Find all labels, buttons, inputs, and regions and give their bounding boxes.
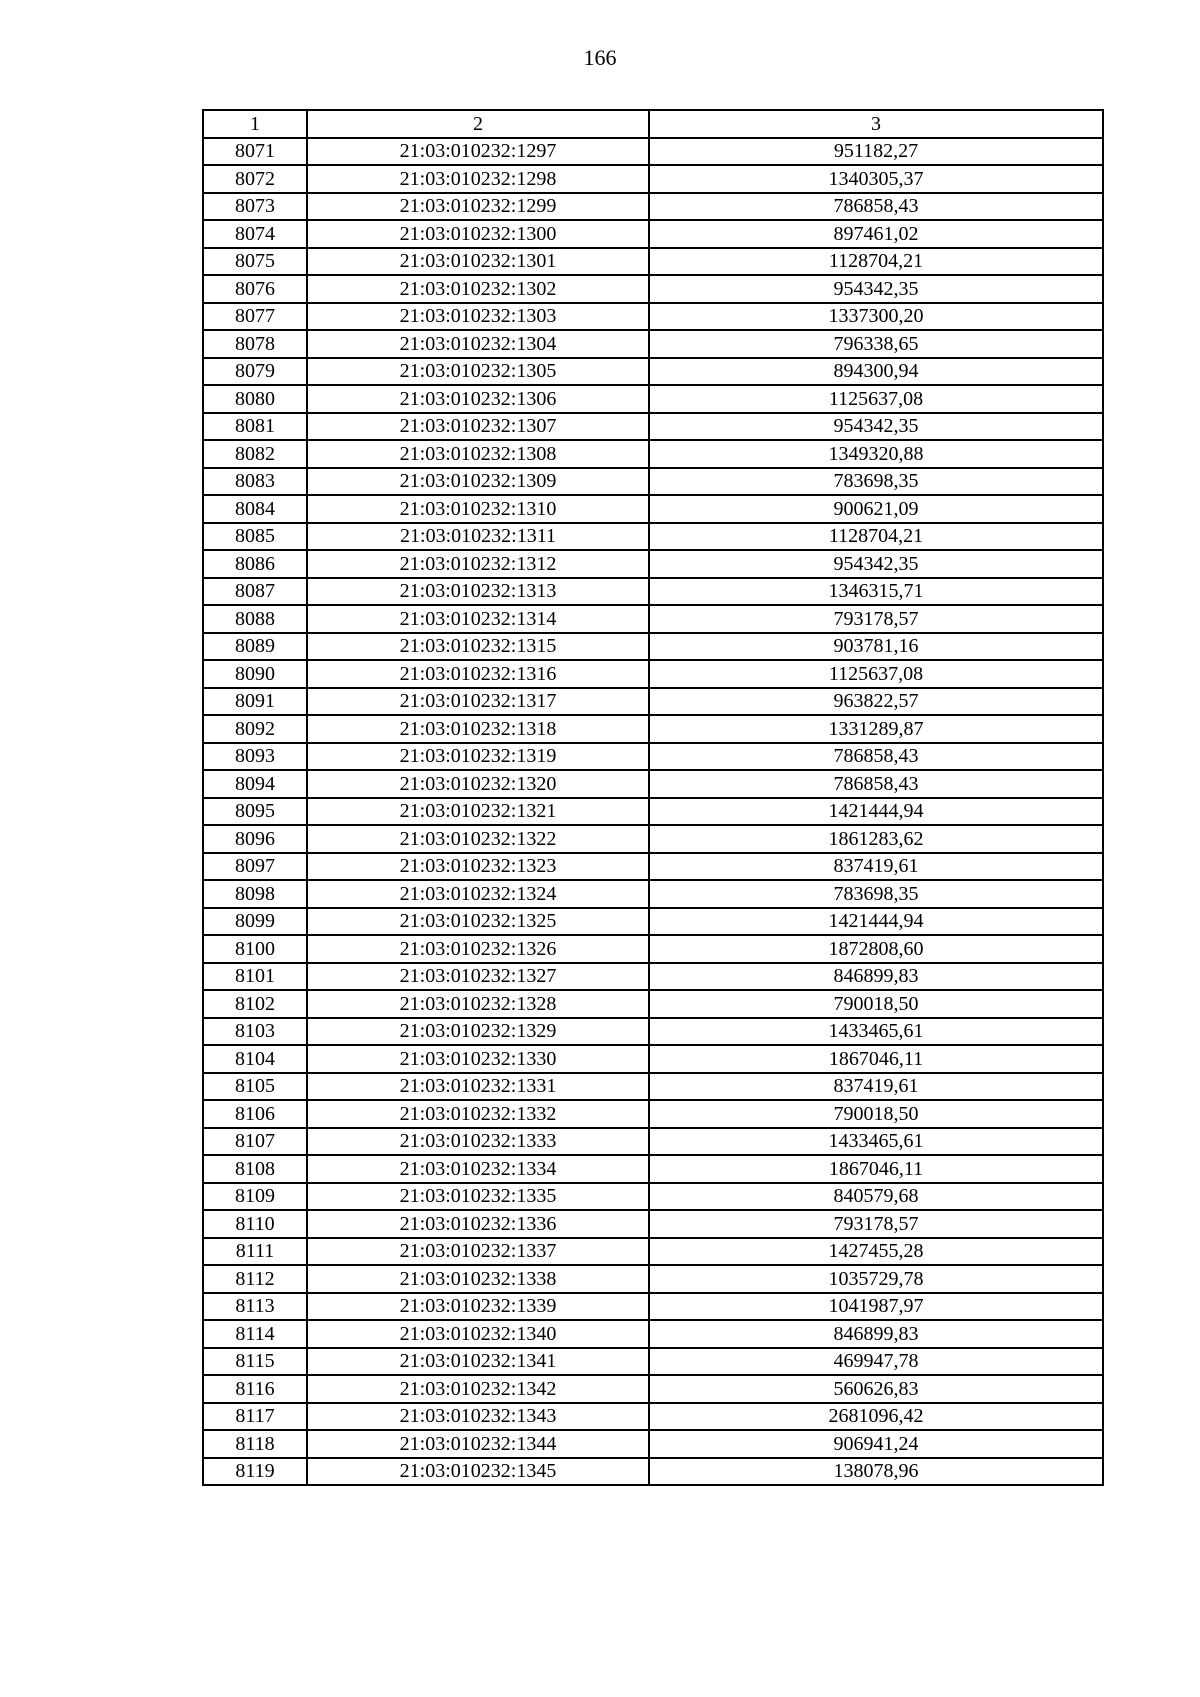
table-row (203, 770, 1103, 798)
row-number-cell: 8103 (203, 1018, 307, 1046)
row-number-cell: 8083 (203, 468, 307, 496)
cadastral-number-cell: 21:03:010232:1328 (307, 990, 649, 1018)
table-row (203, 1430, 1103, 1458)
value-cell: 786858,43 (649, 770, 1103, 798)
cadastral-number-cell: 21:03:010232:1309 (307, 468, 649, 496)
row-number-cell: 8079 (203, 358, 307, 386)
row-number-cell: 8078 (203, 330, 307, 358)
row-number-cell: 8108 (203, 1155, 307, 1183)
row-number-cell: 8119 (203, 1458, 307, 1486)
cadastral-number-cell: 21:03:010232:1318 (307, 715, 649, 743)
value-cell: 1337300,20 (649, 303, 1103, 331)
cadastral-number-cell: 21:03:010232:1337 (307, 1238, 649, 1266)
cadastral-number-cell: 21:03:010232:1314 (307, 605, 649, 633)
row-number-cell: 8117 (203, 1403, 307, 1431)
cadastral-number-cell: 21:03:010232:1341 (307, 1348, 649, 1376)
cadastral-number-cell: 21:03:010232:1299 (307, 193, 649, 221)
row-number-cell: 8082 (203, 440, 307, 468)
cadastral-number-cell: 21:03:010232:1307 (307, 413, 649, 441)
value-cell: 1421444,94 (649, 908, 1103, 936)
row-number-cell: 8115 (203, 1348, 307, 1376)
table-row (203, 193, 1103, 221)
table-row (203, 1293, 1103, 1321)
row-number-cell: 8095 (203, 798, 307, 826)
cadastral-number-cell: 21:03:010232:1316 (307, 660, 649, 688)
value-cell: 138078,96 (649, 1458, 1103, 1486)
table-row (203, 880, 1103, 908)
row-number-cell: 8077 (203, 303, 307, 331)
value-cell: 963822,57 (649, 688, 1103, 716)
cadastral-number-cell: 21:03:010232:1308 (307, 440, 649, 468)
cadastral-number-cell: 21:03:010232:1325 (307, 908, 649, 936)
row-number-cell: 8112 (203, 1265, 307, 1293)
table-row (203, 495, 1103, 523)
cadastral-number-cell: 21:03:010232:1306 (307, 385, 649, 413)
table-row (203, 1403, 1103, 1431)
row-number-cell: 8098 (203, 880, 307, 908)
table-header (203, 110, 1103, 138)
value-cell: 796338,65 (649, 330, 1103, 358)
value-cell: 954342,35 (649, 275, 1103, 303)
header-row (203, 110, 1103, 138)
cadastral-number-cell: 21:03:010232:1331 (307, 1073, 649, 1101)
value-cell: 906941,24 (649, 1430, 1103, 1458)
row-number-cell: 8093 (203, 743, 307, 771)
value-cell: 1427455,28 (649, 1238, 1103, 1266)
cadastral-number-cell: 21:03:010232:1332 (307, 1100, 649, 1128)
row-number-cell: 8097 (203, 853, 307, 881)
cadastral-number-cell: 21:03:010232:1303 (307, 303, 649, 331)
value-cell: 2681096,42 (649, 1403, 1103, 1431)
registry-table (202, 109, 1104, 1486)
cadastral-number-cell: 21:03:010232:1321 (307, 798, 649, 826)
value-cell: 1349320,88 (649, 440, 1103, 468)
value-cell: 840579,68 (649, 1183, 1103, 1211)
row-number-cell: 8076 (203, 275, 307, 303)
value-cell: 1433465,61 (649, 1128, 1103, 1156)
value-cell: 1872808,60 (649, 935, 1103, 963)
table-row (203, 1375, 1103, 1403)
value-cell: 793178,57 (649, 605, 1103, 633)
cadastral-number-cell: 21:03:010232:1329 (307, 1018, 649, 1046)
cadastral-number-cell: 21:03:010232:1326 (307, 935, 649, 963)
cadastral-number-cell: 21:03:010232:1324 (307, 880, 649, 908)
cadastral-number-cell: 21:03:010232:1330 (307, 1045, 649, 1073)
table-row (203, 1458, 1103, 1486)
row-number-cell: 8086 (203, 550, 307, 578)
cadastral-number-cell: 21:03:010232:1323 (307, 853, 649, 881)
row-number-cell: 8088 (203, 605, 307, 633)
value-cell: 783698,35 (649, 468, 1103, 496)
row-number-cell: 8071 (203, 138, 307, 166)
row-number-cell: 8089 (203, 633, 307, 661)
row-number-cell: 8104 (203, 1045, 307, 1073)
row-number-cell: 8102 (203, 990, 307, 1018)
value-cell: 1421444,94 (649, 798, 1103, 826)
table-row (203, 605, 1103, 633)
table-row (203, 1183, 1103, 1211)
table-row (203, 440, 1103, 468)
table-row (203, 578, 1103, 606)
cadastral-number-cell: 21:03:010232:1343 (307, 1403, 649, 1431)
cadastral-number-cell: 21:03:010232:1315 (307, 633, 649, 661)
value-cell: 954342,35 (649, 550, 1103, 578)
value-cell: 897461,02 (649, 220, 1103, 248)
table-row (203, 413, 1103, 441)
column-header-3: 3 (649, 110, 1103, 138)
row-number-cell: 8092 (203, 715, 307, 743)
value-cell: 837419,61 (649, 1073, 1103, 1101)
table-row (203, 248, 1103, 276)
table-row (203, 1018, 1103, 1046)
row-number-cell: 8106 (203, 1100, 307, 1128)
cadastral-number-cell: 21:03:010232:1304 (307, 330, 649, 358)
row-number-cell: 8074 (203, 220, 307, 248)
row-number-cell: 8116 (203, 1375, 307, 1403)
column-header-1: 1 (203, 110, 307, 138)
row-number-cell: 8094 (203, 770, 307, 798)
row-number-cell: 8114 (203, 1320, 307, 1348)
table-row (203, 853, 1103, 881)
cadastral-number-cell: 21:03:010232:1301 (307, 248, 649, 276)
table-row (203, 908, 1103, 936)
cadastral-number-cell: 21:03:010232:1334 (307, 1155, 649, 1183)
row-number-cell: 8118 (203, 1430, 307, 1458)
value-cell: 900621,09 (649, 495, 1103, 523)
cadastral-number-cell: 21:03:010232:1300 (307, 220, 649, 248)
table-row (203, 1128, 1103, 1156)
row-number-cell: 8087 (203, 578, 307, 606)
table-row (203, 165, 1103, 193)
table-row (203, 660, 1103, 688)
table-row (203, 1155, 1103, 1183)
value-cell: 790018,50 (649, 990, 1103, 1018)
table-row (203, 358, 1103, 386)
value-cell: 469947,78 (649, 1348, 1103, 1376)
table-row (203, 220, 1103, 248)
table-row (203, 275, 1103, 303)
cadastral-number-cell: 21:03:010232:1340 (307, 1320, 649, 1348)
value-cell: 903781,16 (649, 633, 1103, 661)
value-cell: 1340305,37 (649, 165, 1103, 193)
table-row (203, 743, 1103, 771)
table-row (203, 825, 1103, 853)
row-number-cell: 8072 (203, 165, 307, 193)
cadastral-number-cell: 21:03:010232:1302 (307, 275, 649, 303)
table-row (203, 550, 1103, 578)
row-number-cell: 8073 (203, 193, 307, 221)
row-number-cell: 8081 (203, 413, 307, 441)
value-cell: 1128704,21 (649, 523, 1103, 551)
row-number-cell: 8080 (203, 385, 307, 413)
row-number-cell: 8090 (203, 660, 307, 688)
cadastral-number-cell: 21:03:010232:1311 (307, 523, 649, 551)
table-body (203, 138, 1103, 1486)
row-number-cell: 8084 (203, 495, 307, 523)
value-cell: 1035729,78 (649, 1265, 1103, 1293)
row-number-cell: 8101 (203, 963, 307, 991)
table-row (203, 935, 1103, 963)
cadastral-number-cell: 21:03:010232:1322 (307, 825, 649, 853)
column-header-2: 2 (307, 110, 649, 138)
value-cell: 1128704,21 (649, 248, 1103, 276)
row-number-cell: 8107 (203, 1128, 307, 1156)
row-number-cell: 8109 (203, 1183, 307, 1211)
value-cell: 894300,94 (649, 358, 1103, 386)
row-number-cell: 8091 (203, 688, 307, 716)
table-row (203, 688, 1103, 716)
table-row (203, 798, 1103, 826)
cadastral-number-cell: 21:03:010232:1297 (307, 138, 649, 166)
value-cell: 954342,35 (649, 413, 1103, 441)
cadastral-number-cell: 21:03:010232:1339 (307, 1293, 649, 1321)
table-row (203, 1348, 1103, 1376)
table-row (203, 468, 1103, 496)
cadastral-number-cell: 21:03:010232:1335 (307, 1183, 649, 1211)
value-cell: 1867046,11 (649, 1155, 1103, 1183)
value-cell: 786858,43 (649, 193, 1103, 221)
row-number-cell: 8110 (203, 1210, 307, 1238)
cadastral-number-cell: 21:03:010232:1310 (307, 495, 649, 523)
value-cell: 790018,50 (649, 1100, 1103, 1128)
value-cell: 786858,43 (649, 743, 1103, 771)
table-row (203, 1238, 1103, 1266)
cadastral-number-cell: 21:03:010232:1319 (307, 743, 649, 771)
value-cell: 1331289,87 (649, 715, 1103, 743)
value-cell: 837419,61 (649, 853, 1103, 881)
cadastral-number-cell: 21:03:010232:1320 (307, 770, 649, 798)
table-row (203, 330, 1103, 358)
row-number-cell: 8096 (203, 825, 307, 853)
value-cell: 560626,83 (649, 1375, 1103, 1403)
table-row (203, 1320, 1103, 1348)
cadastral-number-cell: 21:03:010232:1333 (307, 1128, 649, 1156)
table-row (203, 138, 1103, 166)
table-row (203, 715, 1103, 743)
row-number-cell: 8100 (203, 935, 307, 963)
table-row (203, 1045, 1103, 1073)
table-row (203, 990, 1103, 1018)
table-row (203, 1073, 1103, 1101)
value-cell: 783698,35 (649, 880, 1103, 908)
value-cell: 1125637,08 (649, 660, 1103, 688)
cadastral-number-cell: 21:03:010232:1336 (307, 1210, 649, 1238)
value-cell: 1346315,71 (649, 578, 1103, 606)
value-cell: 846899,83 (649, 963, 1103, 991)
table-row (203, 385, 1103, 413)
value-cell: 951182,27 (649, 138, 1103, 166)
value-cell: 1867046,11 (649, 1045, 1103, 1073)
row-number-cell: 8113 (203, 1293, 307, 1321)
cadastral-number-cell: 21:03:010232:1313 (307, 578, 649, 606)
cadastral-number-cell: 21:03:010232:1317 (307, 688, 649, 716)
cadastral-number-cell: 21:03:010232:1312 (307, 550, 649, 578)
row-number-cell: 8111 (203, 1238, 307, 1266)
table-row (203, 1265, 1103, 1293)
value-cell: 1125637,08 (649, 385, 1103, 413)
cadastral-number-cell: 21:03:010232:1338 (307, 1265, 649, 1293)
table-row (203, 1210, 1103, 1238)
value-cell: 1861283,62 (649, 825, 1103, 853)
value-cell: 1041987,97 (649, 1293, 1103, 1321)
value-cell: 846899,83 (649, 1320, 1103, 1348)
row-number-cell: 8099 (203, 908, 307, 936)
cadastral-number-cell: 21:03:010232:1327 (307, 963, 649, 991)
table-row (203, 303, 1103, 331)
value-cell: 1433465,61 (649, 1018, 1103, 1046)
cadastral-number-cell: 21:03:010232:1298 (307, 165, 649, 193)
cadastral-number-cell: 21:03:010232:1344 (307, 1430, 649, 1458)
table-row (203, 523, 1103, 551)
cadastral-number-cell: 21:03:010232:1345 (307, 1458, 649, 1486)
table-row (203, 963, 1103, 991)
table-row (203, 1100, 1103, 1128)
row-number-cell: 8085 (203, 523, 307, 551)
cadastral-number-cell: 21:03:010232:1305 (307, 358, 649, 386)
row-number-cell: 8075 (203, 248, 307, 276)
value-cell: 793178,57 (649, 1210, 1103, 1238)
row-number-cell: 8105 (203, 1073, 307, 1101)
page-number: 166 (583, 45, 617, 70)
cadastral-number-cell: 21:03:010232:1342 (307, 1375, 649, 1403)
table-row (203, 633, 1103, 661)
